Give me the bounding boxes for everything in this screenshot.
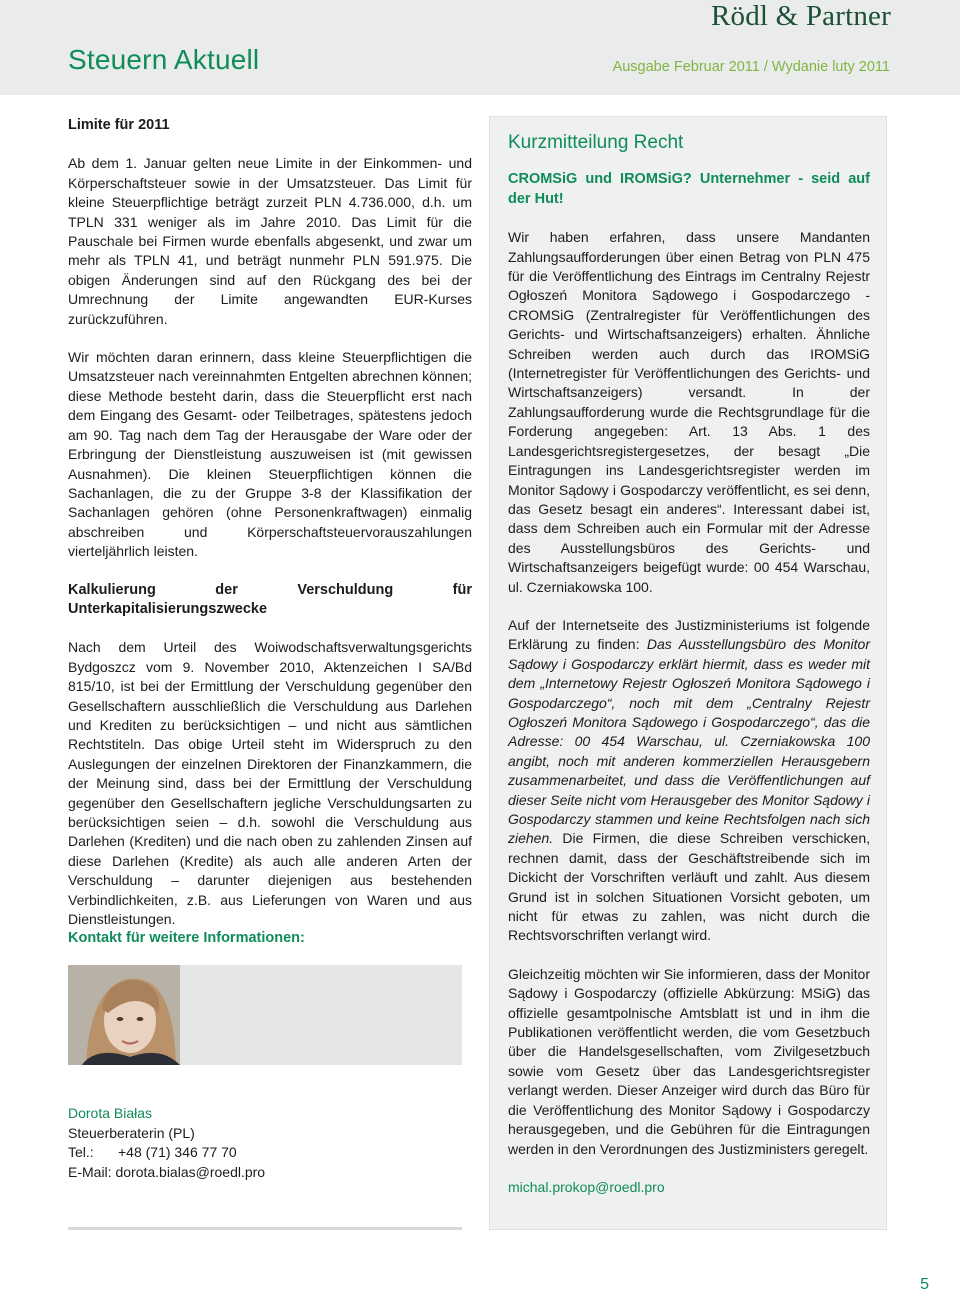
publication-title: Steuern Aktuell (68, 44, 260, 75)
sidebar-box (489, 116, 887, 1230)
sidebar-email-link[interactable]: michal.prokop@roedl.pro (508, 1178, 665, 1195)
sidebar-subtitle: CROMSiG und IROMSiG? Unternehmer - seid auf der Hut! (508, 171, 870, 207)
contact-email-row (68, 1163, 468, 1183)
limits-paragraph-1: Ab dem 1. Januar gelten neue Limite in der Einkommen- und Körperschaftsteuer sowie in der Umsatzsteuer. Das Limit für kleine Steuerpflichtige beträgt zurzeit PLN 4.736.000, d.h. um TPLN 331 weniger als im Jahre 2010. Das Limit für die Pauschale bei Firmen wurde ebenfalls abgesenkt, und zwar um mehr als TPLN 41, und beträgt nunmehr PLN 591.975. Die obigen Änderungen sind auf den Rückgang des bei der Umrechnung der Limite angewandten EUR-Kurses zurückzuführen. (68, 155, 472, 327)
brand-logo: Rödl & Partner (710, 0, 891, 32)
contact-block (68, 1104, 468, 1182)
contact-photo (68, 965, 462, 1065)
contact-heading: Kontakt für weitere Informationen: (68, 930, 305, 946)
sidebar-title: Kurzmitteilung Recht (508, 132, 684, 153)
phone-label: Tel.: (68, 1144, 94, 1161)
sidebar-paragraph-1: Wir haben erfahren, dass unsere Mandanten Zahlungsaufforderungen über einen Betrag von PLN 475 für die Veröffentlichung des Eintrags im Centralny Rejestr Ogłoszeń Monitora Sądowego i Gospodarczego - CROMSiG (Zentralregister für Veröffentlichungen des Gerichts- und Wirtschaftsanzeigers) erhalten. Ähnliche Schreiben werden auch durch das IROMSiG (Internetregister für Veröffentlichungen des Gerichts- und Wirtschaftsanzeigers) versandt. In der Zahlungsaufforderung wurde die Rechtsgrundlage für die Forderung angegeben: Art. 13 Abs. 1 des Landesgerichtsregistergesetzes, der besagt „Die Eintragungen ins Landesgerichtsregister werden im Monitor Sądowy i Gospodarczy veröffentlicht, es sei denn, das Gesetz besagt ein anderes“. Interessant dabei ist, dass dem Schreiben auch ein Formular mit der Adresse des Ausstellungsbüros des Gerichts- und Wirtschaftsanzeigers beigefügt wurde: 00 454 Warschau, ul. Czerniakowska 100. (508, 229, 870, 595)
sidebar-p2-quote: Das Ausstellungsbüro des Monitor Sądowy i Gospodarczy erklärt hiermit, dass es weder mit dem „Internetowy Rejestr Ogłoszeń Monitora Sądowego i Gospodarczego“, noch mit dem „Centralny Rejestr Ogłoszeń Monitora Sądowego i Gospodarczego“, das die Adresse: 00 454 Warschau, ul. Czerniakowska 100 angibt, noch mit anderen kommerziellen Herausgebern zusammenarbeitet, und dass die Veröffentlichungen auf dieser Seite nicht vom Herausgeber des Monitor Sądowy i Gospodarczy stammen und keine Rechtsfolgen nach sich ziehen. (508, 636, 871, 847)
contact-phone-row (68, 1143, 468, 1163)
calc-heading: Kalkulierung der Verschuldung für Unterkapitalisierungszwecke (68, 581, 472, 617)
email-label: E-Mail: (68, 1163, 112, 1180)
calc-paragraph-1: Nach dem Urteil des Woiwodschaftsverwaltungsgerichts Bydgoszcz vom 9. November 2010, Aktenzeichen I SA/Bd 815/10, ist bei der Ermittlung der Verschuldung gegenüber den Gesellschaftern ausschließlich die Verschuldung aus Darlehen und Krediten zu berücksichtigen – und nicht aus sämtlichen Rechtstiteln. Das obige Urteil steht im Widerspruch zu den Auslegungen der einzelnen Direktoren der Finanzkammern, die der Meinung sind, dass bei der Ermittlung der Verschuldung gegenüber den Gesellschaftern jegliche Verschuldungsarten zu berücksichtigen seien – d.h. sowohl die Verschuldung aus Darlehen (Krediten) und die nach oben zu zahlenden Zinsen auf diese Darlehen (Kredite) als auch alle anderen Arten der Verschuldung – darunter diejenigen aus bestehenden Verbindlichkeiten, z.B. aus Lieferungen von Waren und aus Dienstleistungen. (68, 639, 472, 928)
contact-role: Steuerberaterin (PL) (68, 1124, 195, 1141)
sidebar-content (508, 133, 870, 1197)
sidebar-p2-rest: Die Firmen, die diese Schreiben verschicken, rechnen damit, dass der Geschäftstreibende sich im Dickicht der Vorschriften verläuft und zahlt. Aus diesem Grund ist in solchen Situationen Vorsicht geboten, um nicht für etwas zu zahlen, was nicht durch die Rechtsvorschriften verlangt wird. (508, 830, 870, 944)
left-column (68, 116, 472, 948)
sidebar-paragraph-3: Gleichzeitig möchten wir Sie informieren, dass der Monitor Sądowy i Gospodarczy (offizielle Abkürzung: MSiG) das offizielle gesamtpolnische Amtsblatt ist und in ihm die Publikationen veröffentlicht werden, die vom Gesetzbuch über die Handelsgesellschaften, vom Zivilgesetzbuch sowie vom Gesetz über das Landesgerichtsregister verlangt werden. Dieser Anzeiger wird durch das Büro für die Veröffentlichung des Monitor Sądowy i Gospodarczy herausgegeben, und die Gebühren für die Eintragungen werden in den Verordnungen des Justizministers geregelt. (508, 965, 870, 1157)
portrait-illustration (68, 965, 462, 1065)
sidebar-p2-intro: Auf der Internetseite des Justizministeriums ist folgende Erklärung zu finden: (508, 616, 870, 653)
contact-name: Dorota Białas (68, 1105, 153, 1121)
page-number: 5 (920, 1276, 929, 1293)
divider (68, 1227, 462, 1230)
limits-paragraph-2: Wir möchten daran erinnern, dass kleine Steuerpflichtigen die Umsatzsteuer nach vereinnahmten Entgelten abrechnen können; diese Methode besteht darin, dass die Steuerpflicht erst nach dem Eingang des Gesamt- oder Teilbetrages, spätestens jedoch am 90. Tag nach dem Tag der Herausgabe der Ware oder der Erbringung der Dienstleistung auszuweisen ist (mit gewissen Ausnahmen). Die kleinen Steuerpflichtigen können die Sachanlagen, die zu der Gruppe 3-8 der Klassifikation der Sachanlagen gehören (ohne Personenkraftwagen) einmalig abschreiben und Körperschaftsteuervorauszahlungen vierteljährlich leisten. (68, 349, 472, 560)
limits-heading: Limite für 2011 (68, 117, 170, 133)
issue-label: Ausgabe Februar 2011 / Wydanie luty 2011 (612, 59, 890, 75)
email-link[interactable]: dorota.bialas@roedl.pro (115, 1163, 266, 1180)
page-header (0, 0, 960, 95)
sidebar-paragraph-2 (508, 616, 870, 946)
phone-value: +48 (71) 346 77 70 (118, 1144, 237, 1161)
